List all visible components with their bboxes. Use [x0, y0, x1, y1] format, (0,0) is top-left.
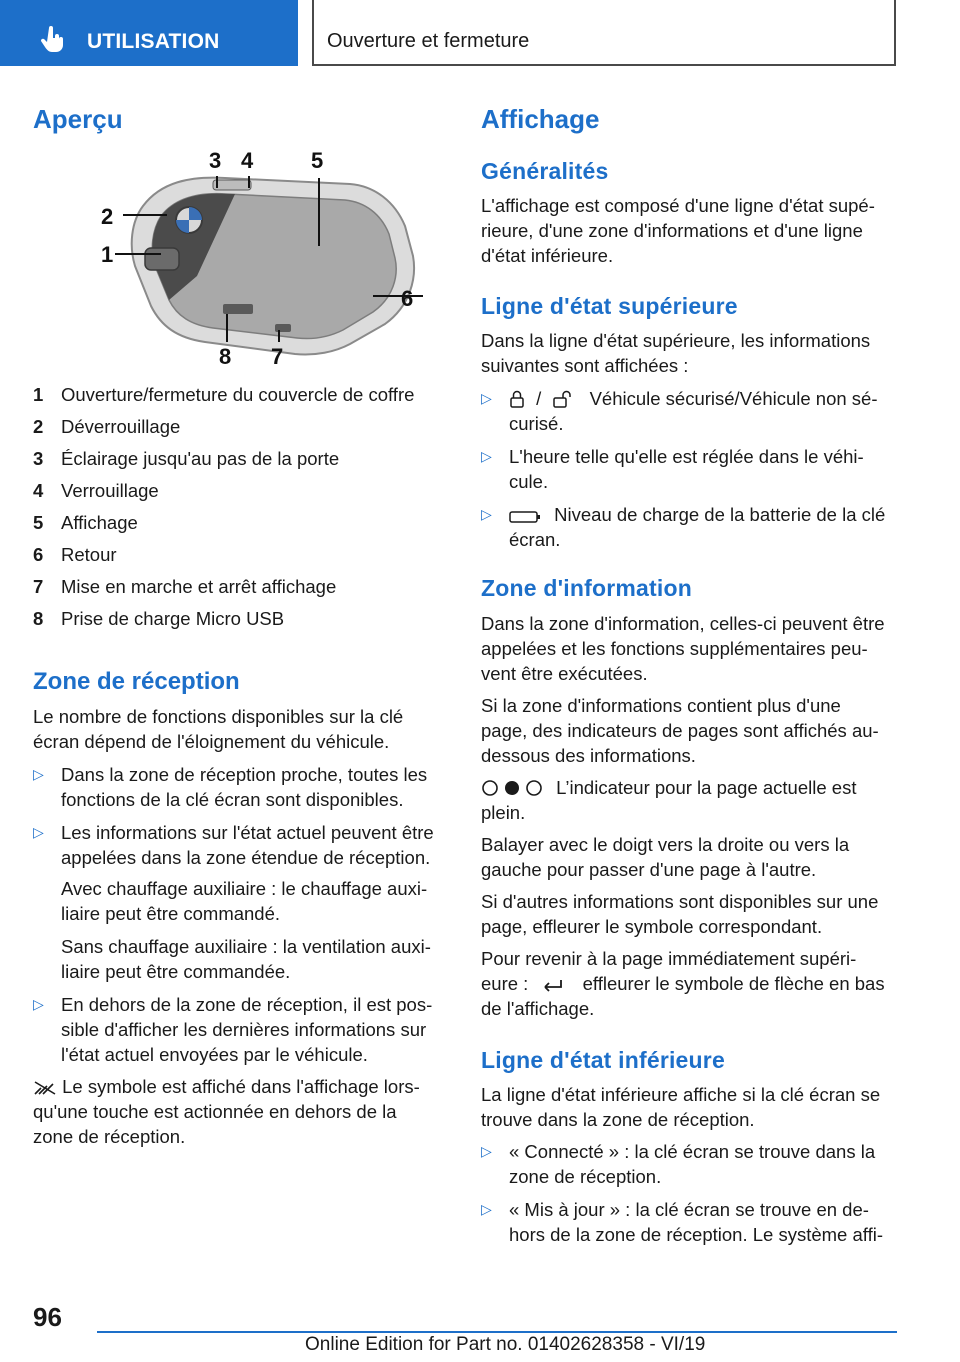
triangle-right-icon: ▷	[481, 506, 492, 522]
paragraph: Si la zone d'informations contient plus d'une page, des indicateurs de pages sont affichés au- dessous des informations.	[481, 695, 879, 766]
paragraph: L'affichage est composé d'une ligne d'état supé- rieure, d'une zone d'informations et d'une ligne d'état inférieure.	[481, 195, 875, 266]
edition-info: Online Edition for Part no. 01402628358 - VI/19	[305, 1334, 706, 1355]
note-paragraph: Le symbole est affiché dans l'affichage lors- qu'une touche est actionnée en dehors de la zone de réception.	[33, 1076, 420, 1147]
chapter-title: Ouverture et fermeture	[327, 30, 530, 52]
callout-6: 6	[401, 286, 414, 311]
battery-icon	[509, 510, 541, 524]
callout-1: 1	[101, 242, 114, 267]
legend-item: 4 Verrouillage	[33, 480, 159, 501]
triangle-right-icon: ▷	[481, 1201, 492, 1217]
heading-ligne-etat-inferieure: Ligne d'état inférieure	[481, 1047, 725, 1073]
paragraph: Dans la zone d'information, celles-ci peuvent être appelées et les fonctions supplémentaires peu- vent être exécutées.	[481, 613, 885, 684]
callout-8: 8	[219, 344, 232, 369]
page-number: 96	[33, 1302, 62, 1332]
legend-item: 3 Éclairage jusqu'au pas de la porte	[33, 448, 340, 469]
triangle-right-icon: ▷	[33, 766, 44, 782]
callout-5: 5	[311, 148, 324, 173]
lock-open-icon	[552, 390, 578, 408]
section-heading-affichage: Affichage	[481, 104, 600, 134]
section-title: UTILISATION	[87, 30, 220, 53]
heading-ligne-etat-superieure: Ligne d'état supérieure	[481, 293, 738, 319]
bullet-subtext: Avec chauffage auxiliaire : le chauffage auxi- liaire peut être commandé.	[61, 878, 428, 924]
section-tab	[0, 0, 298, 66]
legend-item: 8 Prise de charge Micro USB	[33, 608, 285, 629]
triangle-right-icon: ▷	[33, 824, 44, 840]
chapter-tab	[312, 0, 896, 66]
bullet-item: ▷ / Véhicule sécurisé/Véhicule non sé- curisé.	[481, 388, 878, 434]
legend-item: 6 Retour	[33, 544, 117, 565]
hand-pointer-icon	[40, 26, 66, 54]
triangle-right-icon: ▷	[481, 448, 492, 464]
triangle-right-icon: ▷	[481, 390, 492, 406]
paragraph: Si d'autres informations sont disponibles sur une page, effleurer le symbole correspondant.	[481, 891, 879, 937]
callout-3: 3	[209, 148, 222, 173]
bullet-item: ▷ L'heure telle qu'elle est réglée dans le véhi- cule.	[481, 446, 864, 492]
heading-zone-information: Zone d'information	[481, 575, 692, 601]
no-signal-icon	[33, 1080, 57, 1096]
bullet-subtext: Sans chauffage auxiliaire : la ventilation auxi- liaire peut être commandée.	[61, 936, 431, 982]
legend-item: 1 Ouverture/fermeture du couvercle de coffre	[33, 384, 415, 405]
callout-7: 7	[271, 344, 284, 369]
legend-item: 5 Affichage	[33, 512, 138, 533]
heading-generalites: Généralités	[481, 158, 609, 184]
bullet-item: ▷ Dans la zone de réception proche, toutes les fonctions de la clé écran sont disponibles.	[33, 764, 428, 810]
display-key-figure	[65, 146, 423, 372]
bullet-item: ▷ « Connecté » : la clé écran se trouve dans la zone de réception.	[481, 1141, 876, 1187]
bullet-item: ▷ Niveau de charge de la batterie de la clé écran.	[481, 504, 886, 550]
callout-2: 2	[101, 204, 114, 229]
section-heading-apercu: Aperçu	[33, 104, 123, 134]
footer-divider	[97, 1331, 897, 1333]
paragraph: Dans la ligne d'état supérieure, les informations suivantes sont affichées :	[481, 330, 871, 376]
page-indicator-icon	[481, 779, 545, 797]
legend-item: 7 Mise en marche et arrêt affichage	[33, 576, 337, 597]
lock-closed-icon	[509, 390, 525, 408]
legend-item: 2 Déverrouillage	[33, 416, 181, 437]
paragraph: Le nombre de fonctions disponibles sur la clé écran dépend de l'éloignement du véhicule.	[33, 706, 404, 752]
triangle-right-icon: ▷	[33, 996, 44, 1012]
heading-zone-reception: Zone de réception	[33, 668, 240, 695]
bullet-item: ▷ Les informations sur l'état actuel peuvent être appelées dans la zone étendue de réception.	[33, 822, 434, 868]
triangle-right-icon: ▷	[481, 1143, 492, 1159]
back-arrow-icon	[539, 977, 571, 993]
paragraph: Pour revenir à la page immédiatement supéri- eure : effleurer le symbole de flèche en bas de l'affichage.	[481, 948, 885, 1019]
paragraph: Balayer avec le doigt vers la droite ou vers la gauche pour passer d'une page à l'autre.	[481, 834, 850, 880]
bullet-item: ▷ « Mis à jour » : la clé écran se trouve en de- hors de la zone de réception. Le système affi-	[481, 1199, 883, 1245]
callout-4: 4	[241, 148, 254, 173]
paragraph: La ligne d'état inférieure affiche si la clé écran se trouve dans la zone de réception.	[481, 1084, 881, 1130]
paragraph: L’indicateur pour la page actuelle est plein.	[481, 777, 857, 823]
bullet-item: ▷ En dehors de la zone de réception, il est pos- sible d'afficher les dernières informations sur l'état actuel envoyées par le véhicule.	[33, 994, 433, 1065]
